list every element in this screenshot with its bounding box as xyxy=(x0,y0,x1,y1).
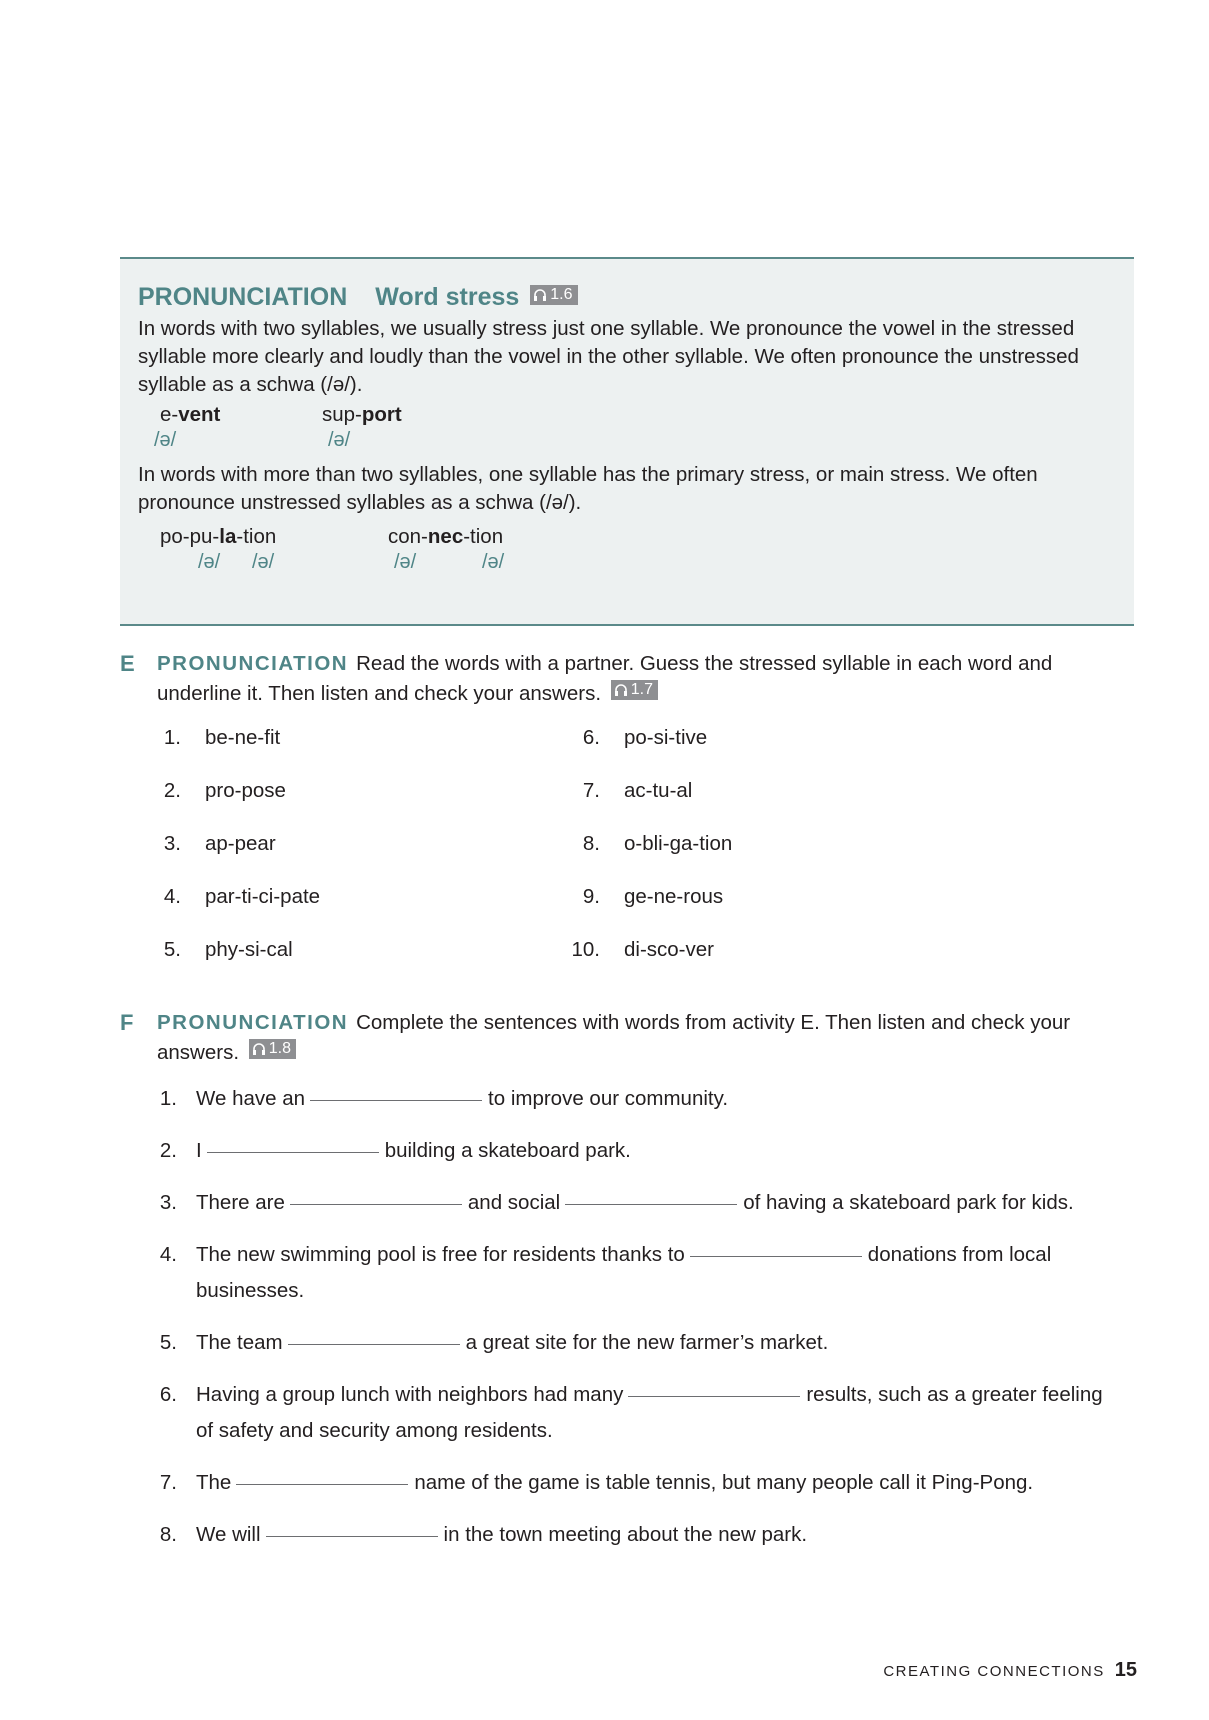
sentence-item: There are and social of having a skateboard park for kids. xyxy=(196,1191,1074,1214)
answer-blank[interactable] xyxy=(266,1535,438,1537)
audio-track-badge[interactable] xyxy=(249,1039,296,1059)
item-number: 4. xyxy=(163,885,181,908)
sentence-item: We have an to improve our community. xyxy=(196,1087,729,1110)
sentence-item: The new swimming pool is free for residents thanks to donations from local businesses. xyxy=(196,1243,1052,1302)
sentence-item: Having a group lunch with neighbors had many results, such as a greater feeling of safety and security among residents. xyxy=(196,1383,1103,1442)
answer-blank[interactable] xyxy=(290,1203,462,1205)
audio-track-badge[interactable] xyxy=(530,285,577,305)
page-footer xyxy=(883,1659,1137,1682)
activity-f-heading: PRONUNCIATION xyxy=(157,1011,349,1034)
footer-section: CREATING CONNECTIONS xyxy=(883,1663,1105,1680)
headphones-icon xyxy=(533,288,547,302)
schwa-mark: /ə/ xyxy=(328,429,351,451)
activity-e-instruction: PRONUNCIATION Read the words with a partner. Guess the stressed syllable in each word and underline it. Then listen and check your answers. 1.7 xyxy=(157,652,1053,705)
box-title xyxy=(138,283,578,312)
box-subtitle: Word stress xyxy=(375,283,520,311)
answer-blank[interactable] xyxy=(236,1483,408,1485)
word-item: phy-si-cal xyxy=(205,938,293,961)
example-word: e-vent xyxy=(160,403,221,426)
pronunciation-box xyxy=(120,257,1134,626)
page-number: 15 xyxy=(1114,1659,1137,1681)
item-number: 2. xyxy=(163,779,181,802)
word-item: di-sco-ver xyxy=(624,938,714,961)
sentence-number: 6. xyxy=(159,1383,177,1406)
item-number: 5. xyxy=(163,938,181,961)
item-number: 1. xyxy=(163,726,181,749)
audio-track-number: 1.8 xyxy=(268,1040,291,1057)
answer-blank[interactable] xyxy=(628,1395,800,1397)
example-word: sup-port xyxy=(322,403,402,426)
audio-track-number: 1.6 xyxy=(550,286,573,303)
sentence-number: 7. xyxy=(159,1471,177,1494)
item-number: 8. xyxy=(582,832,600,855)
word-item: be-ne-fit xyxy=(205,726,281,749)
item-number: 6. xyxy=(582,726,600,749)
activity-f-letter: F xyxy=(120,1010,134,1035)
sentence-number: 3. xyxy=(159,1191,177,1214)
sentence-number: 1. xyxy=(159,1087,177,1110)
box-heading: PRONUNCIATION xyxy=(138,283,348,311)
sentence-number: 5. xyxy=(159,1331,177,1354)
example-word: po-pu-la-tion xyxy=(160,525,277,548)
box-paragraph-2: In words with more than two syllables, one syllable has the primary stress, or main stress. We often pronounce unstressed syllables as a schwa (/ə/). xyxy=(138,463,1038,514)
schwa-mark: /ə/ xyxy=(198,551,221,573)
word-item: po-si-tive xyxy=(624,726,708,749)
answer-blank[interactable] xyxy=(565,1203,737,1205)
schwa-mark: /ə/ xyxy=(252,551,275,573)
sentence-item: The team a great site for the new farmer’s market. xyxy=(196,1331,829,1354)
sentence-item: We will in the town meeting about the new park. xyxy=(196,1523,808,1546)
item-number: 10. xyxy=(571,938,600,961)
activity-f-instruction: PRONUNCIATION Complete the sentences with words from activity E. Then listen and check your answers. 1.8 xyxy=(157,1011,1071,1064)
word-item: ap-pear xyxy=(205,832,276,855)
schwa-mark: /ə/ xyxy=(394,551,417,573)
word-item: o-bli-ga-tion xyxy=(624,832,733,855)
box-paragraph-1: In words with two syllables, we usually stress just one syllable. We pronounce the vowel in the stressed syllable more clearly and loudly than the vowel in the other syllable. We often pronounce the unstressed syllable as a schwa (/ə/). xyxy=(138,317,1079,396)
answer-blank[interactable] xyxy=(288,1343,460,1345)
sentence-number: 2. xyxy=(159,1139,177,1162)
sentence-number: 4. xyxy=(159,1243,177,1266)
sentence-item: The name of the game is table tennis, but many people call it Ping-Pong. xyxy=(196,1471,1034,1494)
word-item: ge-ne-rous xyxy=(624,885,724,908)
example-word: con-nec-tion xyxy=(388,525,504,548)
schwa-mark: /ə/ xyxy=(154,429,177,451)
headphones-icon xyxy=(614,683,628,697)
audio-track-number: 1.7 xyxy=(630,681,653,698)
schwa-mark: /ə/ xyxy=(482,551,505,573)
activity-e-heading: PRONUNCIATION xyxy=(157,652,349,675)
answer-blank[interactable] xyxy=(310,1099,482,1101)
activity-e-letter: E xyxy=(120,651,135,676)
sentence-item: I building a skateboard park. xyxy=(196,1139,631,1162)
answer-blank[interactable] xyxy=(690,1255,862,1257)
item-number: 3. xyxy=(163,832,181,855)
audio-track-badge[interactable] xyxy=(611,680,658,700)
item-number: 9. xyxy=(582,885,600,908)
sentence-number: 8. xyxy=(159,1523,177,1546)
word-item: ac-tu-al xyxy=(624,779,693,802)
item-number: 7. xyxy=(582,779,600,802)
word-item: par-ti-ci-pate xyxy=(205,885,321,908)
word-item: pro-pose xyxy=(205,779,286,802)
answer-blank[interactable] xyxy=(207,1151,379,1153)
headphones-icon xyxy=(252,1042,266,1056)
